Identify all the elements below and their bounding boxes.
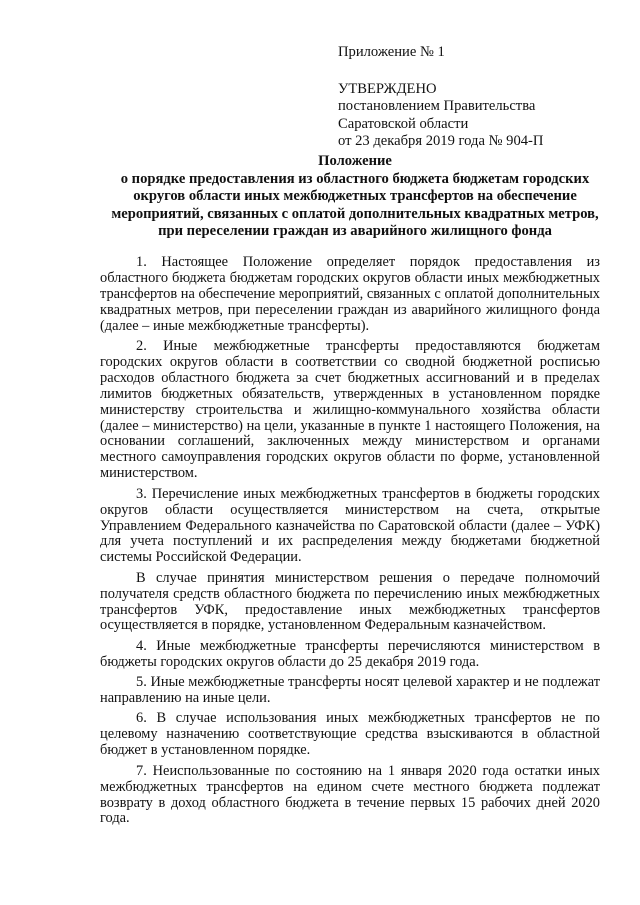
title-heading: Положение: [318, 153, 392, 169]
paragraph-5: 5. Иные межбюджетные трансферты носят целевой характер и не подлежат направлению на иные цели.: [100, 674, 600, 707]
paragraph-1: 1. Настоящее Положение определяет порядок предоставления из областного бюджета бюджетам городских округов области иных межбюджетных трансфертов на обеспечение мероприятий, связанных с оплатой дополнительных квадратных метров, при переселении граждан из аварийного жилищного фонда (далее – иные межбюджетные трансферты).: [100, 254, 600, 334]
document-title: [100, 153, 610, 241]
paragraph-2: 2. Иные межбюджетные трансферты предоставляются бюджетам городских округов области в соответствии со сводной бюджетной росписью расходов областного бюджета за счет бюджетных ассигнований и в пределах лимитов бюджетных обязательств, утвержденных в установленном порядке министерству строительства и жилищно-коммунального хозяйства области (далее – министерство) на цели, указанные в пункте 1 настоящего Положения, на основании соглашений, заключенных между министерством и органами местного самоуправления городских округов области по форме, установленной министерством.: [100, 338, 600, 482]
paragraph-4: 4. Иные межбюджетные трансферты перечисляются министерством в бюджеты городских округов области до 25 декабря 2019 года.: [100, 637, 600, 670]
approved-label: УТВЕРЖДЕНО: [338, 80, 437, 97]
approval-line-2: Саратовской области: [338, 115, 469, 132]
paragraph-3-continued: В случае принятия министерством решения о передаче полномочий получателя средств областного бюджета по перечислению иных межбюджетных трансфертов УФК, предоставление иных межбюджетных трансфертов осуществляется в порядке, установленном Федеральным казначейством.: [100, 569, 600, 634]
document-body: [100, 255, 600, 832]
approval-line-3: от 23 декабря 2019 года № 904-П: [338, 133, 544, 149]
paragraph-3: 3. Перечисление иных межбюджетных трансфертов в бюджеты городских округов области осуществляется министерством на счета, открытые Управлением Федерального казначейства по Саратовской области (далее – УФК) для учета поступлений и их распределения между бюджетами бюджетной системы Российской Федерации.: [100, 485, 600, 566]
approval-line-1: постановлением Правительства: [338, 98, 536, 114]
paragraph-7: 7. Неиспользованные по состоянию на 1 января 2020 года остатки иных межбюджетных трансфертов на едином счете местного бюджета подлежат возврату в доход областного бюджета в течение первых 15 рабочих дней 2020 года.: [100, 762, 600, 827]
approval-stamp: [338, 44, 628, 151]
title-text: о порядке предоставления из областного бюджета бюджетам городских округов области иных межбюджетных трансфертов на обеспечение мероприятий, связанных с оплатой дополнительных квадратных метров, при переселении граждан из аварийного жилищного фонда: [111, 170, 599, 240]
paragraph-6: 6. В случае использования иных межбюджетных трансфертов не по целевому назначению соответствующие средства взыскиваются в областной бюджет в установленном порядке.: [100, 710, 600, 759]
appendix-number: Приложение № 1: [338, 44, 445, 60]
